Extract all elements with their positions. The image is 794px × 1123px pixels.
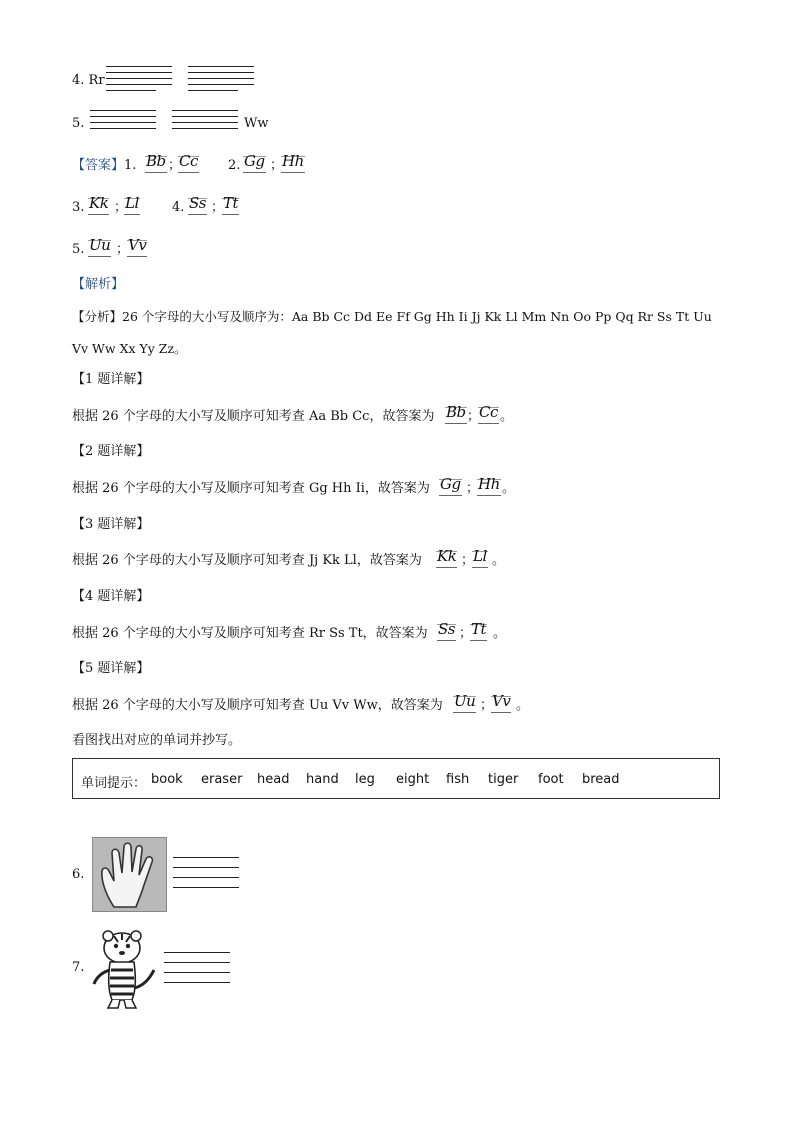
word-hint-box: [72, 758, 720, 799]
answer-row-1: 【答案】1.: [72, 158, 137, 173]
q5-after: Ww: [244, 116, 269, 131]
detail-1-ans-b: Cc: [478, 403, 499, 424]
q4-grid-1: [106, 66, 172, 84]
q4-label: 4. Rr: [72, 73, 105, 88]
hand-picture: [92, 837, 167, 912]
detail-1-ans-a: Bb: [445, 403, 467, 424]
answer-2b: Hh: [281, 152, 305, 173]
detail-4-title: 【4 题详解】: [72, 589, 150, 604]
q6-label: 6.: [72, 867, 85, 882]
answer-5b: Vv: [127, 236, 147, 257]
analysis-fenxi-line1: 【分析】26 个字母的大小写及顺序为：Aa Bb Cc Dd Ee Ff Gg Hh Ii Jj Kk Ll Mm Nn Oo Pp Qq Rr Ss Tt Uu: [72, 309, 712, 324]
q7-label: 7.: [72, 960, 85, 975]
answer-4b: Tt: [222, 194, 239, 215]
hint-word: bread: [582, 772, 620, 787]
hint-word: fish: [446, 772, 470, 787]
hint-word: foot: [538, 772, 564, 787]
detail-4-ans-b: Tt: [470, 620, 487, 641]
q6-grid: [173, 857, 239, 887]
hint-word: tiger: [488, 772, 519, 787]
hint-word: book: [151, 772, 183, 787]
q5-label: 5.: [72, 116, 85, 131]
answer-2a: Gg: [243, 152, 266, 173]
q4-grid-2: [188, 66, 254, 84]
detail-4-ans-a: Ss: [437, 620, 456, 641]
detail-2-ans-a: Gg: [439, 475, 462, 496]
detail-3-ans-a: Kk: [436, 547, 457, 568]
analysis-fenxi-line2: Vv Ww Xx Yy Zz。: [72, 341, 187, 356]
hint-word: leg: [355, 772, 375, 787]
detail-5-title: 【5 题详解】: [72, 661, 150, 676]
section2-instruction: 看图找出对应的单词并抄写。: [72, 733, 242, 748]
detail-1-text: 根据 26 个字母的大小写及顺序可知考查 Aa Bb Cc，故答案为: [72, 409, 435, 424]
hint-word: hand: [306, 772, 339, 787]
answer-1b: Cc: [178, 152, 199, 173]
analysis-heading: 【解析】: [72, 277, 125, 292]
detail-2-title: 【2 题详解】: [72, 444, 150, 459]
hint-word: head: [257, 772, 290, 787]
q7-grid: [164, 952, 230, 982]
answer-4a: Ss: [188, 194, 207, 215]
answer-3b: Ll: [124, 194, 140, 215]
hint-label: 单词提示：: [81, 776, 147, 791]
answer-heading: 【答案】: [72, 158, 125, 173]
detail-5-text: 根据 26 个字母的大小写及顺序可知考查 Uu Vv Ww，故答案为: [72, 698, 443, 713]
detail-5-ans-a: Uu: [453, 692, 476, 713]
detail-3-ans-b: Ll: [472, 547, 488, 568]
detail-4-text: 根据 26 个字母的大小写及顺序可知考查 Rr Ss Tt，故答案为: [72, 626, 428, 641]
hint-word: eight: [396, 772, 430, 787]
answer-1a: Bb: [145, 152, 167, 173]
detail-1-title: 【1 题详解】: [72, 372, 150, 387]
detail-5-ans-b: Vv: [491, 692, 511, 713]
q5-grid-1: [90, 110, 156, 128]
detail-3-title: 【3 题详解】: [72, 517, 150, 532]
hint-word: eraser: [201, 772, 243, 787]
detail-3-text: 根据 26 个字母的大小写及顺序可知考查 Jj Kk Ll，故答案为: [72, 553, 422, 568]
detail-2-text: 根据 26 个字母的大小写及顺序可知考查 Gg Hh Ii，故答案为: [72, 481, 430, 496]
answer-5a: Uu: [88, 236, 111, 257]
q5-grid-2: [172, 110, 238, 128]
detail-2-ans-b: Hh: [477, 475, 501, 496]
answer-3a: Kk: [88, 194, 109, 215]
tiger-picture: [88, 928, 158, 1010]
